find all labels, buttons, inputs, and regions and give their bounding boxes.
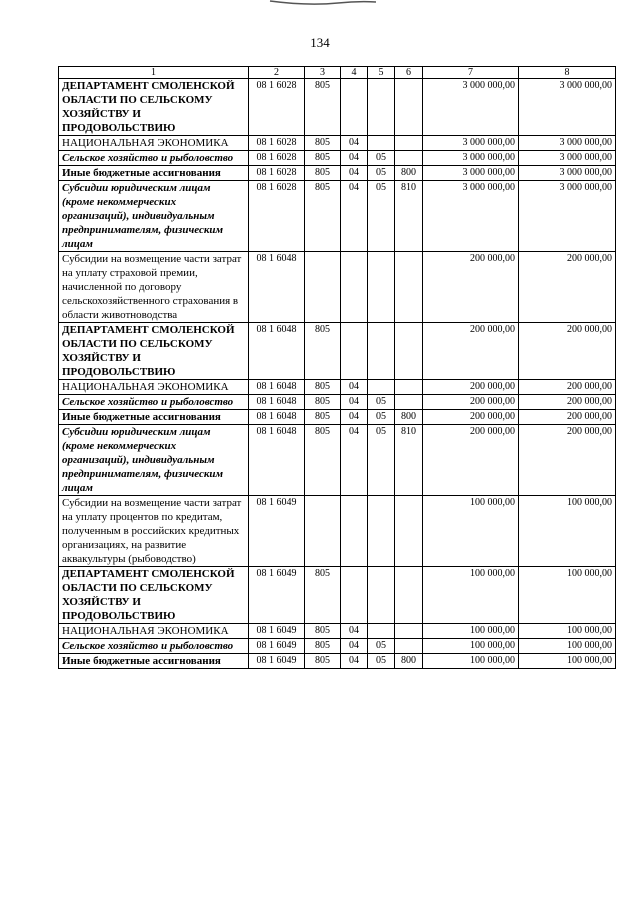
expense-type-code xyxy=(395,136,423,151)
table-row xyxy=(59,654,616,669)
amount-year-2: 100 000,00 xyxy=(519,654,616,669)
section-code: 04 xyxy=(341,425,368,496)
subsection-code: 05 xyxy=(368,410,395,425)
expense-type-code xyxy=(395,567,423,624)
table-row xyxy=(59,136,616,151)
row-name: НАЦИОНАЛЬНАЯ ЭКОНОМИКА xyxy=(59,136,249,151)
amount-year-2: 200 000,00 xyxy=(519,425,616,496)
section-code: 04 xyxy=(341,654,368,669)
amount-year-1: 200 000,00 xyxy=(423,395,519,410)
target-article-code: 08 1 6049 xyxy=(249,624,305,639)
budget-manager-code: 805 xyxy=(305,410,341,425)
amount-year-1: 3 000 000,00 xyxy=(423,136,519,151)
section-code: 04 xyxy=(341,380,368,395)
target-article-code: 08 1 6049 xyxy=(249,496,305,567)
amount-year-1: 100 000,00 xyxy=(423,567,519,624)
row-name: ДЕПАРТАМЕНТ СМОЛЕНСКОЙ ОБЛАСТИ ПО СЕЛЬСКОМУ ХОЗЯЙСТВУ И ПРОДОВОЛЬСТВИЮ xyxy=(59,79,249,136)
expense-type-code: 800 xyxy=(395,410,423,425)
amount-year-2: 200 000,00 xyxy=(519,323,616,380)
amount-year-2: 200 000,00 xyxy=(519,410,616,425)
row-name: Сельское хозяйство и рыболовство xyxy=(59,395,249,410)
expense-type-code xyxy=(395,639,423,654)
subsection-code xyxy=(368,136,395,151)
table-row xyxy=(59,380,616,395)
expense-type-code: 800 xyxy=(395,654,423,669)
target-article-code: 08 1 6028 xyxy=(249,79,305,136)
budget-manager-code: 805 xyxy=(305,79,341,136)
section-code xyxy=(341,79,368,136)
column-header: 5 xyxy=(368,67,395,79)
amount-year-2: 200 000,00 xyxy=(519,395,616,410)
amount-year-1: 200 000,00 xyxy=(423,380,519,395)
row-name: Субсидии юридическим лицам (кроме некоммерческих организаций), индивидуальным предпринимателям, физическим лицам xyxy=(59,181,249,252)
amount-year-2: 200 000,00 xyxy=(519,380,616,395)
row-name: НАЦИОНАЛЬНАЯ ЭКОНОМИКА xyxy=(59,624,249,639)
subsection-code xyxy=(368,323,395,380)
table-row xyxy=(59,181,616,252)
section-code: 04 xyxy=(341,136,368,151)
column-header: 1 xyxy=(59,67,249,79)
target-article-code: 08 1 6048 xyxy=(249,252,305,323)
column-header: 8 xyxy=(519,67,616,79)
table-header-row xyxy=(59,67,616,79)
budget-manager-code: 805 xyxy=(305,567,341,624)
target-article-code: 08 1 6048 xyxy=(249,323,305,380)
amount-year-2: 3 000 000,00 xyxy=(519,151,616,166)
amount-year-1: 200 000,00 xyxy=(423,410,519,425)
target-article-code: 08 1 6049 xyxy=(249,567,305,624)
expense-type-code xyxy=(395,151,423,166)
budget-manager-code: 805 xyxy=(305,151,341,166)
subsection-code xyxy=(368,79,395,136)
column-header: 3 xyxy=(305,67,341,79)
expense-type-code: 800 xyxy=(395,166,423,181)
row-name: Иные бюджетные ассигнования xyxy=(59,166,249,181)
row-name: Сельское хозяйство и рыболовство xyxy=(59,639,249,654)
amount-year-1: 3 000 000,00 xyxy=(423,79,519,136)
amount-year-1: 100 000,00 xyxy=(423,639,519,654)
target-article-code: 08 1 6028 xyxy=(249,166,305,181)
subsection-code: 05 xyxy=(368,425,395,496)
row-name: Сельское хозяйство и рыболовство xyxy=(59,151,249,166)
row-name: ДЕПАРТАМЕНТ СМОЛЕНСКОЙ ОБЛАСТИ ПО СЕЛЬСКОМУ ХОЗЯЙСТВУ И ПРОДОВОЛЬСТВИЮ xyxy=(59,567,249,624)
subsection-code: 05 xyxy=(368,151,395,166)
target-article-code: 08 1 6048 xyxy=(249,380,305,395)
target-article-code: 08 1 6049 xyxy=(249,639,305,654)
section-code: 04 xyxy=(341,410,368,425)
amount-year-2: 200 000,00 xyxy=(519,252,616,323)
expense-type-code xyxy=(395,395,423,410)
row-name: Субсидии на возмещение части затрат на уплату процентов по кредитам, полученным в российских кредитных организациях, на развитие аквакультуры (рыбоводство) xyxy=(59,496,249,567)
table-row xyxy=(59,639,616,654)
amount-year-1: 200 000,00 xyxy=(423,425,519,496)
target-article-code: 08 1 6028 xyxy=(249,181,305,252)
row-name: НАЦИОНАЛЬНАЯ ЭКОНОМИКА xyxy=(59,380,249,395)
section-code: 04 xyxy=(341,151,368,166)
subsection-code xyxy=(368,252,395,323)
table-row xyxy=(59,166,616,181)
target-article-code: 08 1 6049 xyxy=(249,654,305,669)
expense-type-code xyxy=(395,79,423,136)
subsection-code: 05 xyxy=(368,639,395,654)
amount-year-2: 3 000 000,00 xyxy=(519,166,616,181)
page-number: 134 xyxy=(310,35,330,50)
amount-year-1: 3 000 000,00 xyxy=(423,181,519,252)
amount-year-2: 3 000 000,00 xyxy=(519,79,616,136)
row-name: Иные бюджетные ассигнования xyxy=(59,410,249,425)
row-name: Субсидии юридическим лицам (кроме некоммерческих организаций), индивидуальным предпринимателям, физическим лицам xyxy=(59,425,249,496)
budget-manager-code: 805 xyxy=(305,380,341,395)
subsection-code xyxy=(368,496,395,567)
amount-year-1: 100 000,00 xyxy=(423,624,519,639)
subsection-code: 05 xyxy=(368,654,395,669)
amount-year-1: 200 000,00 xyxy=(423,252,519,323)
amount-year-2: 100 000,00 xyxy=(519,496,616,567)
budget-manager-code: 805 xyxy=(305,654,341,669)
table-row xyxy=(59,496,616,567)
budget-manager-code xyxy=(305,496,341,567)
section-code: 04 xyxy=(341,639,368,654)
budget-manager-code: 805 xyxy=(305,395,341,410)
amount-year-1: 200 000,00 xyxy=(423,323,519,380)
column-header: 6 xyxy=(395,67,423,79)
section-code xyxy=(341,323,368,380)
column-header: 7 xyxy=(423,67,519,79)
expense-type-code xyxy=(395,496,423,567)
target-article-code: 08 1 6048 xyxy=(249,395,305,410)
subsection-code xyxy=(368,567,395,624)
budget-manager-code: 805 xyxy=(305,624,341,639)
table-row xyxy=(59,567,616,624)
table-row xyxy=(59,323,616,380)
section-code: 04 xyxy=(341,395,368,410)
scan-mark xyxy=(268,0,378,6)
expense-type-code xyxy=(395,252,423,323)
expense-type-code xyxy=(395,323,423,380)
section-code xyxy=(341,252,368,323)
amount-year-1: 3 000 000,00 xyxy=(423,166,519,181)
budget-table xyxy=(58,66,616,669)
subsection-code: 05 xyxy=(368,181,395,252)
amount-year-2: 3 000 000,00 xyxy=(519,181,616,252)
budget-manager-code: 805 xyxy=(305,136,341,151)
budget-manager-code: 805 xyxy=(305,639,341,654)
amount-year-1: 3 000 000,00 xyxy=(423,151,519,166)
column-header: 4 xyxy=(341,67,368,79)
subsection-code xyxy=(368,624,395,639)
expense-type-code xyxy=(395,380,423,395)
expense-type-code xyxy=(395,624,423,639)
table-row xyxy=(59,79,616,136)
amount-year-1: 100 000,00 xyxy=(423,654,519,669)
section-code: 04 xyxy=(341,624,368,639)
budget-manager-code: 805 xyxy=(305,181,341,252)
amount-year-2: 3 000 000,00 xyxy=(519,136,616,151)
budget-manager-code xyxy=(305,252,341,323)
table-row xyxy=(59,252,616,323)
subsection-code: 05 xyxy=(368,395,395,410)
table-row xyxy=(59,410,616,425)
table-row xyxy=(59,395,616,410)
row-name: Субсидии на возмещение части затрат на уплату страховой премии, начисленной по договору сельскохозяйственного страхования в области животноводства xyxy=(59,252,249,323)
subsection-code xyxy=(368,380,395,395)
amount-year-2: 100 000,00 xyxy=(519,639,616,654)
table-row xyxy=(59,624,616,639)
section-code xyxy=(341,567,368,624)
target-article-code: 08 1 6048 xyxy=(249,425,305,496)
amount-year-2: 100 000,00 xyxy=(519,567,616,624)
budget-manager-code: 805 xyxy=(305,166,341,181)
row-name: ДЕПАРТАМЕНТ СМОЛЕНСКОЙ ОБЛАСТИ ПО СЕЛЬСКОМУ ХОЗЯЙСТВУ И ПРОДОВОЛЬСТВИЮ xyxy=(59,323,249,380)
target-article-code: 08 1 6028 xyxy=(249,136,305,151)
expense-type-code: 810 xyxy=(395,425,423,496)
row-name: Иные бюджетные ассигнования xyxy=(59,654,249,669)
section-code xyxy=(341,496,368,567)
table-row xyxy=(59,425,616,496)
target-article-code: 08 1 6028 xyxy=(249,151,305,166)
budget-manager-code: 805 xyxy=(305,323,341,380)
section-code: 04 xyxy=(341,166,368,181)
amount-year-1: 100 000,00 xyxy=(423,496,519,567)
subsection-code: 05 xyxy=(368,166,395,181)
table-row xyxy=(59,151,616,166)
amount-year-2: 100 000,00 xyxy=(519,624,616,639)
section-code: 04 xyxy=(341,181,368,252)
expense-type-code: 810 xyxy=(395,181,423,252)
target-article-code: 08 1 6048 xyxy=(249,410,305,425)
budget-manager-code: 805 xyxy=(305,425,341,496)
column-header: 2 xyxy=(249,67,305,79)
